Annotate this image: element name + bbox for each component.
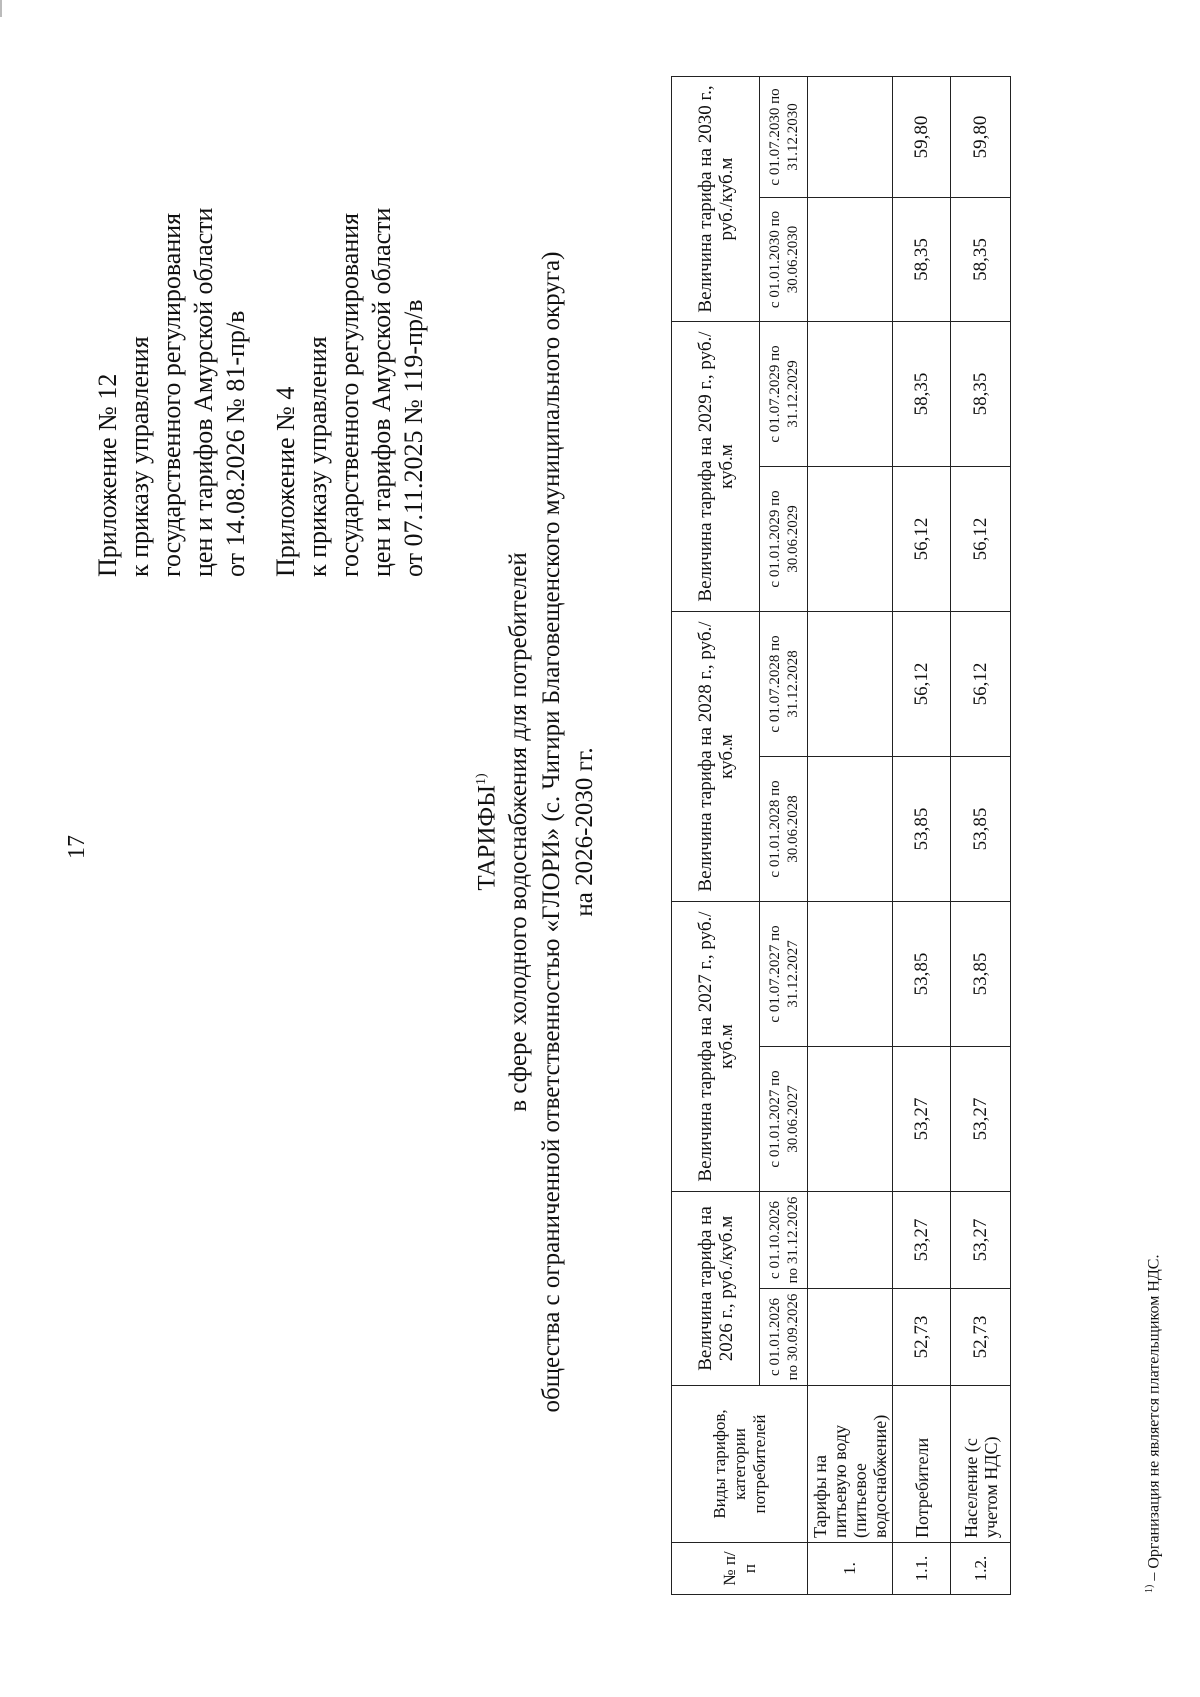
- tariff-cell: 58,35: [893, 198, 951, 322]
- tariff-cell: 53,27: [951, 1047, 1011, 1192]
- header-tariff-type: Виды тарифов, категории потребителей: [672, 1386, 808, 1543]
- tariff-cell: 53,27: [893, 1047, 951, 1192]
- tariff-cell: 59,80: [951, 77, 1011, 198]
- tariff-cell: 53,27: [951, 1192, 1011, 1289]
- tariff-cell: 56,12: [893, 467, 951, 612]
- row-number: 1.1.: [893, 1543, 951, 1595]
- appendix-new-line: Приложение № 12: [93, 373, 122, 577]
- table-row: [951, 77, 1011, 1595]
- page-number: 17: [64, 835, 90, 859]
- row-name: Население (с учетом НДС): [951, 1386, 1011, 1543]
- tariff-cell: [808, 322, 893, 467]
- tariff-table: [671, 76, 1011, 1595]
- header-year-2027: Величина тарифа на 2027 г., руб./куб.м: [672, 902, 760, 1192]
- tariff-cell: 58,35: [893, 322, 951, 467]
- tariff-cell: 58,35: [951, 322, 1011, 467]
- tariff-cell: [808, 77, 893, 198]
- header-year-2030: Величина тарифа на 2030 г., руб./куб.м: [672, 77, 760, 322]
- tariff-cell: [808, 1192, 893, 1289]
- tariff-cell: [808, 902, 893, 1047]
- tariff-cell: 58,35: [951, 198, 1011, 322]
- header-number: № п/п: [672, 1543, 808, 1595]
- tariff-cell: 59,80: [893, 77, 951, 198]
- tariff-cell: 53,85: [893, 902, 951, 1047]
- scan-edge-mark: [0, 0, 2, 17]
- tariff-cell: [808, 198, 893, 322]
- tariff-cell: 56,12: [951, 612, 1011, 757]
- tariff-cell: [808, 757, 893, 902]
- header-period: с 01.07.2028 по 31.12.2028: [760, 612, 808, 757]
- header-period: с 01.07.2029 по 31.12.2029: [760, 322, 808, 467]
- appendix-old-line: цен и тарифов Амурской области: [367, 207, 396, 577]
- appendix-old-line: государственного регулирования: [335, 212, 364, 577]
- tariff-cell: 56,12: [951, 467, 1011, 612]
- row-name: Тарифы на питьевую воду (питьевое водоснабжение): [808, 1386, 893, 1543]
- appendix-old-line: Приложение № 4: [271, 386, 300, 577]
- tariff-cell: [808, 1289, 893, 1386]
- title-line: на 2026-2030 гг.: [571, 747, 599, 917]
- tariff-cell: 53,85: [951, 757, 1011, 902]
- tariff-cell: 52,73: [893, 1289, 951, 1386]
- title-heading: [466, 147, 502, 1517]
- tariff-cell: [808, 612, 893, 757]
- footnote-mark: 1): [1144, 1584, 1155, 1593]
- appendix-new-block: [92, 208, 252, 577]
- tariff-cell: 56,12: [893, 612, 951, 757]
- tariff-cell: [808, 1047, 893, 1192]
- appendix-old-line: к приказу управления: [303, 336, 332, 577]
- tariff-cell: 53,27: [893, 1192, 951, 1289]
- table-row: [893, 77, 951, 1595]
- header-period: с 01.01.2030 по 30.06.2030: [760, 198, 808, 322]
- appendix-old-block: [270, 208, 430, 577]
- appendix-new-line: к приказу управления: [125, 336, 154, 577]
- row-name: Потребители: [893, 1386, 951, 1543]
- title-footnote-mark: 1): [474, 773, 489, 786]
- footnote: [1144, 1255, 1163, 1593]
- tariff-cell: 52,73: [951, 1289, 1011, 1386]
- header-period: с 01.10.2026 по 31.12.2026: [760, 1192, 808, 1289]
- header-year-2028: Величина тарифа на 2028 г., руб./куб.м: [672, 612, 760, 902]
- title-line: в сфере холодного водоснабжения для потребителей: [505, 552, 533, 1112]
- appendix-new-line: цен и тарифов Амурской области: [189, 207, 218, 577]
- row-number: 1.2.: [951, 1543, 1011, 1595]
- appendix-new-line: от 14.08.2026 № 81-пр/в: [221, 310, 250, 577]
- title-heading-text: ТАРИФЫ: [473, 785, 501, 891]
- title-line: общества с ограниченной ответственностью «ГЛОРИ» (с. Чигири Благовещенского муниципального округа): [538, 251, 566, 1413]
- header-period: с 01.01.2027 по 30.06.2027: [760, 1047, 808, 1192]
- tariff-cell: 53,85: [893, 757, 951, 902]
- header-year-2029: Величина тарифа на 2029 г., руб./куб.м: [672, 322, 760, 612]
- header-period: с 01.07.2027 по 31.12.2027: [760, 902, 808, 1047]
- table-row: [808, 77, 893, 1595]
- document-title: [466, 147, 601, 1517]
- appendix-new-line: государственного регулирования: [157, 212, 186, 577]
- header-period: с 01.01.2029 по 30.06.2029: [760, 467, 808, 612]
- header-period: с 01.01.2028 по 30.06.2028: [760, 757, 808, 902]
- header-period: с 01.07.2030 по 31.12.2030: [760, 77, 808, 198]
- footnote-text: – Организация не является плательщиком НДС.: [1145, 1254, 1163, 1585]
- tariff-cell: 53,85: [951, 902, 1011, 1047]
- header-year-2026: Величина тарифа на 2026 г., руб./куб.м: [672, 1192, 760, 1386]
- row-number: 1.: [808, 1543, 893, 1595]
- appendix-old-line: от 07.11.2025 № 119-пр/в: [399, 299, 428, 577]
- header-period: с 01.01.2026 по 30.09.2026: [760, 1289, 808, 1386]
- tariff-cell: [808, 467, 893, 612]
